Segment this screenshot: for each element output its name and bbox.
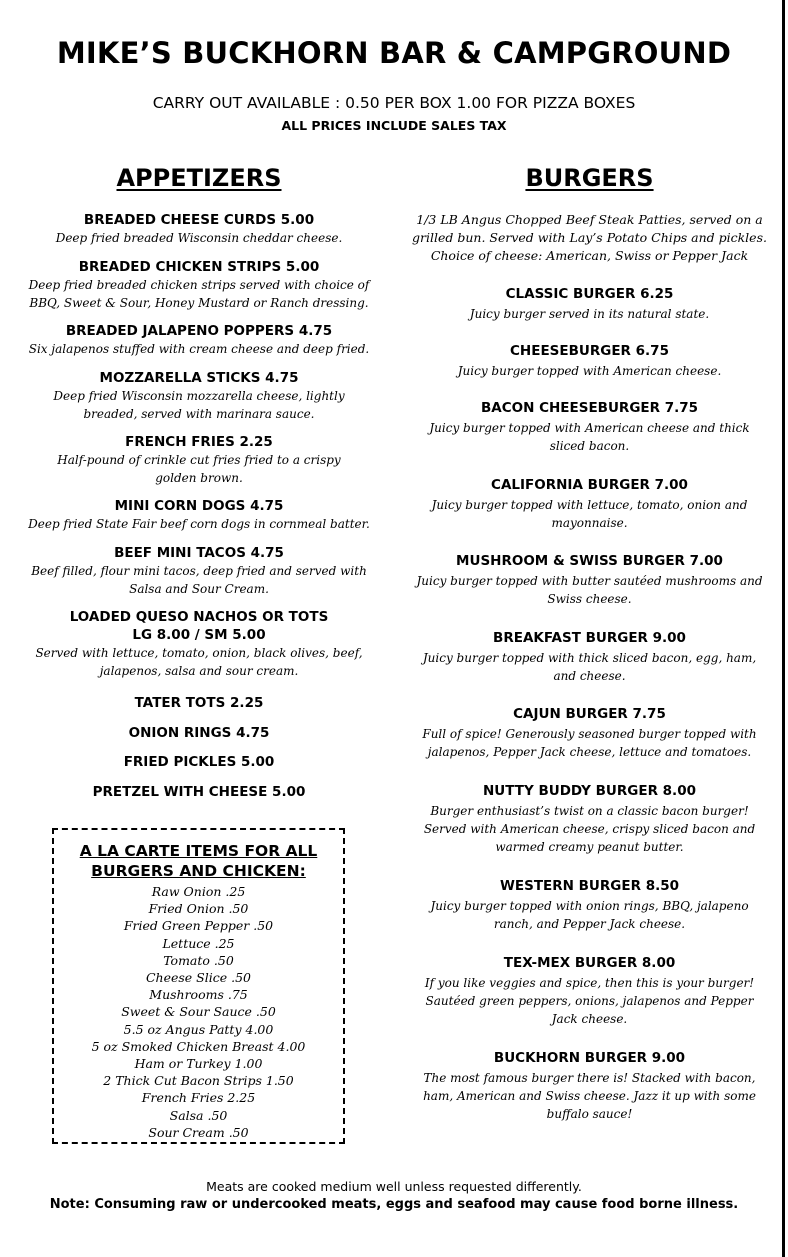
burger-item	[412, 954, 767, 1028]
burger-desc: Juicy burger served in its natural state.	[469, 307, 710, 321]
burger-name: NUTTY BUDDY BURGER 8.00	[483, 783, 696, 799]
appetizer-item	[18, 783, 380, 801]
a-la-carte-list	[54, 883, 343, 1141]
appetizer-desc: Half-pound of crinkle cut fries fried to a crispy golden brown.	[57, 453, 341, 485]
burger-name: WESTERN BURGER 8.50	[499, 878, 679, 894]
burger-desc: Juicy burger topped with American cheese and thick sliced bacon.	[429, 421, 750, 453]
appetizer-item	[18, 369, 380, 423]
a-la-carte-item: 5.5 oz Angus Patty 4.00	[123, 1021, 274, 1037]
appetizer-name: BREADED JALAPENO POPPERS 4.75	[65, 323, 333, 339]
burger-name: CHEESEBURGER 6.75	[510, 343, 669, 359]
appetizer-item	[18, 497, 380, 533]
burger-name: CLASSIC BURGER 6.25	[505, 286, 674, 302]
burger-name: CALIFORNIA BURGER 7.00	[491, 477, 688, 493]
a-la-carte-item: Sour Cream .50	[148, 1124, 249, 1140]
a-la-carte-heading-line1: A LA CARTE ITEMS FOR ALL	[79, 842, 318, 860]
appetizer-name: MINI CORN DOGS 4.75	[114, 498, 284, 514]
appetizer-desc: Deep fried State Fair beef corn dogs in cornmeal batter.	[28, 517, 370, 531]
appetizer-name: LOADED QUESO NACHOS OR TOTS	[69, 609, 329, 625]
appetizer-item	[18, 211, 380, 247]
appetizer-name-sizes: LG 8.00 / SM 5.00	[132, 627, 266, 643]
appetizer-item	[18, 724, 380, 742]
burgers-intro	[412, 211, 767, 265]
appetizer-name: BEEF MINI TACOS 4.75	[114, 545, 284, 561]
health-warning: Note: Consuming raw or undercooked meats, eggs and seafood may cause food borne illness.	[49, 1197, 739, 1212]
appetizer-desc: Deep fried Wisconsin mozzarella cheese, lightly breaded, served with marinara sauce.	[53, 389, 345, 421]
burger-desc: The most famous burger there is! Stacked with bacon, ham, American and Swiss cheese. Jazz it up with some buffalo sauce!	[423, 1071, 756, 1121]
burger-item	[412, 877, 767, 933]
appetizer-name: BREADED CHEESE CURDS 5.00	[83, 212, 315, 228]
burger-desc: Juicy burger topped with thick sliced bacon, egg, ham, and cheese.	[422, 651, 757, 683]
burger-desc: Burger enthusiast’s twist on a classic bacon burger! Served with American cheese, crispy sliced bacon and warmed creamy peanut butter.	[423, 804, 756, 854]
burger-item	[412, 629, 767, 685]
appetizers-heading: APPETIZERS	[116, 164, 282, 192]
appetizer-item	[18, 694, 380, 712]
appetizer-name: TATER TOTS 2.25	[134, 695, 264, 711]
tax-note: ALL PRICES INCLUDE SALES TAX	[281, 118, 507, 133]
burger-item	[412, 705, 767, 761]
a-la-carte-item: Salsa .50	[169, 1107, 228, 1123]
a-la-carte-item: Raw Onion .25	[151, 884, 246, 899]
a-la-carte-item: Fried Onion .50	[148, 901, 249, 917]
a-la-carte-item: Sweet & Sour Sauce .50	[121, 1004, 276, 1020]
a-la-carte-item: Lettuce .25	[162, 935, 235, 951]
carry-out-note: CARRY OUT AVAILABLE : 0.50 PER BOX 1.00 FOR PIZZA BOXES	[152, 94, 636, 112]
burger-desc: Full of spice! Generously seasoned burger topped with jalapenos, Pepper Jack cheese, lettuce and tomatoes.	[422, 727, 757, 759]
burger-item	[412, 782, 767, 856]
appetizer-name: BREADED CHICKEN STRIPS 5.00	[78, 259, 320, 275]
burger-item	[412, 552, 767, 608]
appetizer-desc: Six jalapenos stuffed with cream cheese and deep fried.	[28, 342, 370, 356]
burger-desc: Juicy burger topped with lettuce, tomato, onion and mayonnaise.	[431, 498, 748, 530]
burgers-heading: BURGERS	[525, 164, 654, 192]
appetizer-name: PRETZEL WITH CHEESE 5.00	[92, 784, 306, 800]
burgers-intro-text: 1/3 LB Angus Chopped Beef Steak Patties, served on a grilled bun. Served with Lay’s Potato Chips and pickles. Choice of cheese: American, Swiss or Pepper Jack	[412, 212, 767, 263]
appetizer-item	[18, 753, 380, 771]
appetizer-item	[18, 433, 380, 487]
a-la-carte-item: 5 oz Smoked Chicken Breast 4.00	[91, 1038, 306, 1054]
burger-name: MUSHROOM & SWISS BURGER 7.00	[456, 553, 723, 569]
cooking-note: Meats are cooked medium well unless requested differently.	[206, 1179, 582, 1194]
appetizer-desc: Deep fried breaded chicken strips served with choice of BBQ, Sweet & Sour, Honey Mustard or Ranch dressing.	[28, 278, 370, 310]
appetizer-name: FRENCH FRIES 2.25	[125, 434, 273, 450]
burger-item	[412, 342, 767, 380]
burger-desc: Juicy burger topped with onion rings, BBQ, jalapeno ranch, and Pepper Jack cheese.	[430, 899, 749, 931]
a-la-carte-item: Mushrooms .75	[149, 987, 248, 1003]
a-la-carte-heading-line2: BURGERS AND CHICKEN:	[91, 862, 306, 880]
burger-name: TEX-MEX BURGER 8.00	[503, 955, 676, 971]
a-la-carte-item: French Fries 2.25	[141, 1090, 256, 1106]
burger-item	[412, 476, 767, 532]
burger-item	[412, 399, 767, 455]
appetizer-item	[18, 608, 380, 680]
burger-name: BUCKHORN BURGER 9.00	[493, 1050, 686, 1066]
a-la-carte-item: Tomato .50	[163, 952, 234, 968]
appetizer-name: MOZZARELLA STICKS 4.75	[99, 370, 299, 386]
menu-title: MIKE’S BUCKHORN BAR & CAMPGROUND	[56, 36, 732, 70]
a-la-carte-item: Ham or Turkey 1.00	[134, 1056, 263, 1072]
appetizer-item	[18, 544, 380, 598]
appetizer-desc: Deep fried breaded Wisconsin cheddar cheese.	[55, 231, 343, 245]
appetizer-name: FRIED PICKLES 5.00	[123, 754, 275, 770]
burger-name: BACON CHEESEBURGER 7.75	[480, 400, 699, 416]
appetizer-item	[18, 258, 380, 312]
a-la-carte-item: 2 Thick Cut Bacon Strips 1.50	[103, 1073, 294, 1089]
appetizer-desc: Served with lettuce, tomato, onion, black olives, beef, jalapenos, salsa and sour cream.	[35, 646, 363, 678]
a-la-carte-item: Fried Green Pepper .50	[123, 918, 274, 934]
a-la-carte-item: Cheese Slice .50	[145, 970, 251, 986]
burger-item	[412, 1049, 767, 1123]
burger-desc: If you like veggies and spice, then this is your burger! Sautéed green peppers, onions, jalapenos and Pepper Jack cheese.	[424, 976, 755, 1026]
burger-name: BREAKFAST BURGER 9.00	[493, 630, 686, 646]
appetizer-name: ONION RINGS 4.75	[128, 725, 270, 741]
burger-desc: Juicy burger topped with American cheese.	[457, 364, 722, 378]
burger-desc: Juicy burger topped with butter sautéed mushrooms and Swiss cheese.	[416, 574, 763, 606]
a-la-carte-box	[52, 828, 345, 1144]
burger-name: CAJUN BURGER 7.75	[513, 706, 666, 722]
appetizer-item	[18, 322, 380, 358]
burger-item	[412, 285, 767, 323]
a-la-carte-heading	[54, 841, 343, 881]
appetizer-desc: Beef filled, flour mini tacos, deep fried and served with Salsa and Sour Cream.	[31, 564, 367, 596]
